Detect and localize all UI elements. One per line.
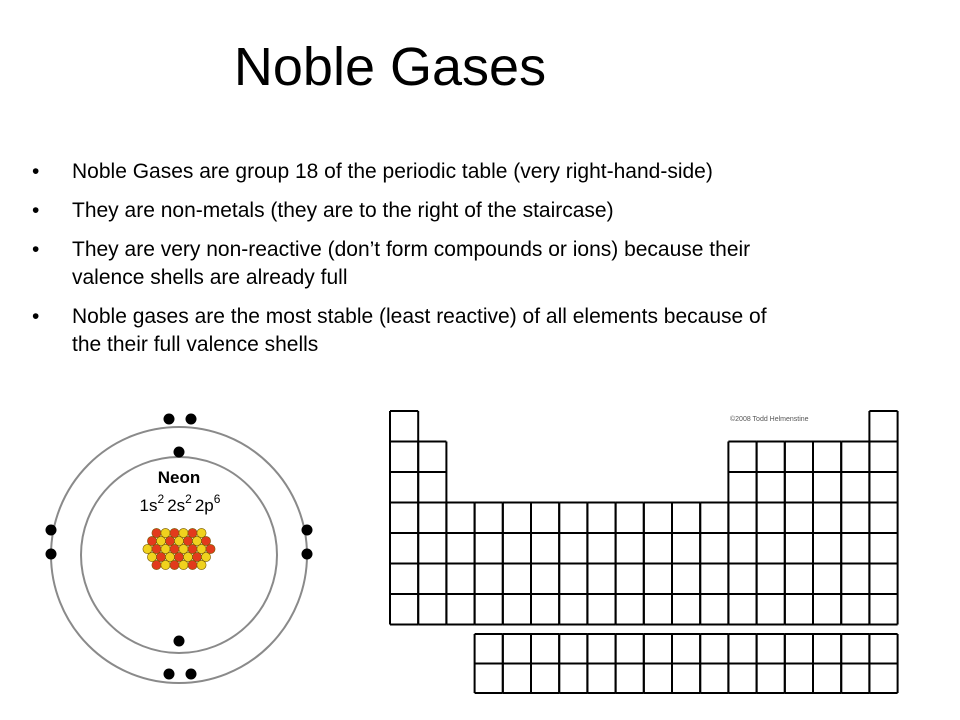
electron-configuration: $1s^2$ $2s^2$ $2p^6$ [139, 492, 221, 515]
bullet-item: • They are non-metals (they are to the right of the staircase) [30, 197, 770, 225]
proton [152, 528, 161, 537]
proton [206, 544, 215, 553]
proton [156, 552, 165, 561]
element-name: Neon [157, 468, 201, 487]
periodic-table-outline [375, 408, 915, 698]
nucleus [143, 528, 215, 569]
electron-dot [174, 636, 185, 647]
proton [192, 552, 201, 561]
neutron [143, 544, 152, 553]
electron-dot [46, 525, 57, 536]
proton [170, 560, 179, 569]
neutron [183, 552, 192, 561]
bullet-list [30, 158, 770, 359]
neutron [165, 552, 174, 561]
electron-dot [164, 414, 175, 425]
proton [174, 552, 183, 561]
proton [165, 536, 174, 545]
neutron [156, 536, 165, 545]
neutron [174, 536, 183, 545]
neutron [179, 528, 188, 537]
bullet-item: • Noble gases are the most stable (least reactive) of all elements because of the their full valence shells [30, 303, 770, 359]
copyright-notice: ©2008 Todd Helmenstine [730, 416, 809, 423]
proton [188, 560, 197, 569]
proton [152, 544, 161, 553]
neutron [197, 528, 206, 537]
neutron [197, 544, 206, 553]
electron-dot [186, 414, 197, 425]
proton [152, 560, 161, 569]
neutron [179, 544, 188, 553]
electron-dot [46, 549, 57, 560]
electron-dot [174, 447, 185, 458]
proton [170, 528, 179, 537]
proton [183, 536, 192, 545]
proton [147, 536, 156, 545]
periodic-table-grid [390, 411, 898, 693]
proton [170, 544, 179, 553]
neutron [147, 552, 156, 561]
electron-dot [164, 669, 175, 680]
slide-title: Noble Gases [233, 37, 547, 97]
neutron [161, 544, 170, 553]
proton [188, 544, 197, 553]
electron-dot [186, 669, 197, 680]
neutron [161, 528, 170, 537]
proton [188, 528, 197, 537]
bullet-item: • Noble Gases are group 18 of the periodic table (very right-hand-side) [30, 158, 770, 186]
neon-atom-diagram [36, 408, 336, 708]
electrons [46, 414, 313, 680]
electron-dot [302, 525, 313, 536]
neutron [201, 552, 210, 561]
proton [201, 536, 210, 545]
neutron [192, 536, 201, 545]
neutron [161, 560, 170, 569]
electron-dot [302, 549, 313, 560]
bullet-item: • They are very non-reactive (don’t form compounds or ions) because their valence shells are already full [30, 236, 770, 292]
neutron [179, 560, 188, 569]
neutron [197, 560, 206, 569]
